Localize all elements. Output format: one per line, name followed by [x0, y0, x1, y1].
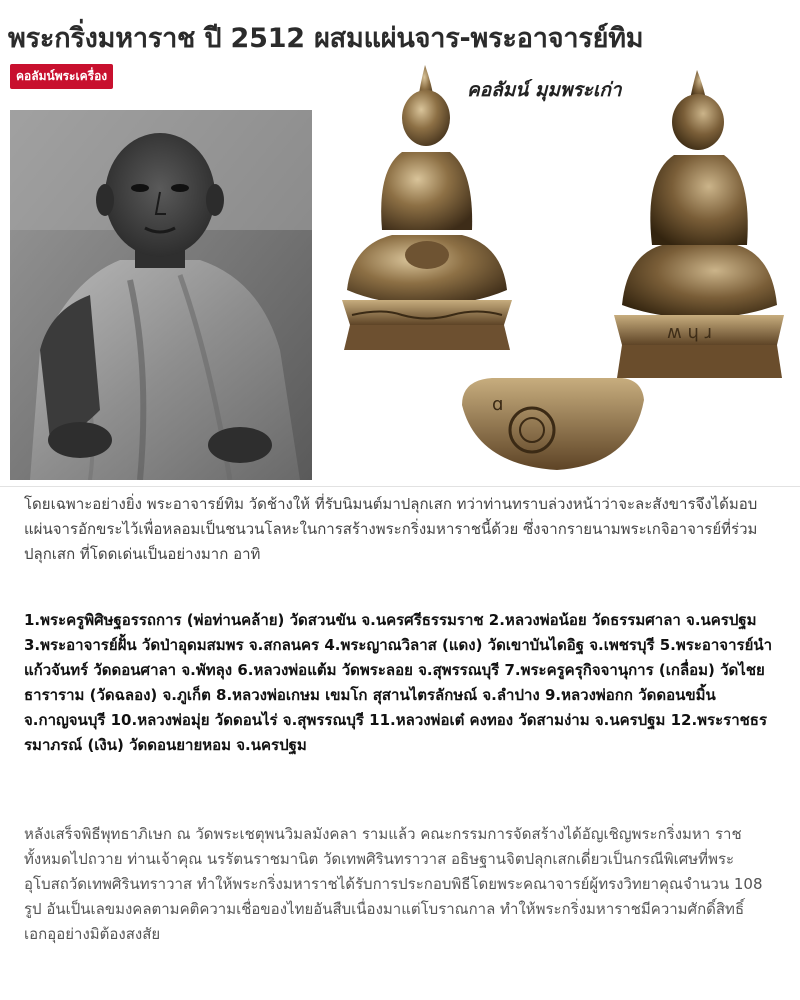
- intro-paragraph: [24, 492, 776, 567]
- buddha-amulet-back-icon: [614, 70, 784, 378]
- closing-paragraph: [24, 822, 776, 947]
- amulet-images: [322, 60, 792, 480]
- amulet-collage-icon: [322, 60, 792, 480]
- svg-text:ɑ: ɑ: [492, 394, 504, 415]
- svg-text:ʍ ɥ ɹ: ʍ ɥ ɹ: [667, 322, 713, 343]
- article-headline: พระกริ่งมหาราช ปี 2512 ผสมแผ่นจาร-พระอาจารย์ทิม: [8, 23, 644, 54]
- monk-list-text: 1.พระครูพิศิษฐอรรถการ (พ่อท่านคล้าย) วัดสวนขัน จ.นครศรีธรรมราช 2.หลวงพ่อน้อย วัดธรรมศาลา จ.นครปฐม 3.พระอาจารย์ฝั้น วัดป่าอุดมสมพร จ.สกลนคร 4.พระญาณวิลาส (แดง) วัดเขาบันไดอิฐ จ.เพชรบุรี 5.พระอาจารย์นำ แก้วจันทร์ วัดดอนศาลา จ.พัทลุง 6.หลวงพ่อแต้ม วัดพระลอย จ.สุพรรณบุรี 7.พระครูครุกิจจานุการ (เกลื่อม) วัดไชยธาราราม (วัดฉลอง) จ.ภูเก็ต 8.หลวงพ่อเกษม เขมโก สุสานไตรลักษณ์ จ.ลำปาง 9.หลวงพ่อกก วัดดอนขมิ้น จ.กาญจนบุรี 10.หลวงพ่อมุ่ย วัดดอนไร่ จ.สุพรรณบุรี 11.หลวงพ่อเต๋ คงทอง วัดสามง่าม จ.นครปฐม 12.พระราชธรรมาภรณ์ (เงิน) วัดดอนยายหอม จ.นครปฐม: [24, 611, 773, 754]
- buddha-amulet-front-icon: [342, 65, 512, 350]
- intro-text: โดยเฉพาะอย่างยิ่ง พระอาจารย์ทิม วัดช้างให้ ที่รับนิมนต์มาปลุกเสก ทว่าท่านทราบล่วงหน้าว่าจะละสังขารจึงได้มอบแผ่นจารอักขระไว้เพื่อหลอมเป็นชนวนโลหะในการสร้างพระกริ่งมหาราชนี้ด้วย ซึ่งจากรายนามพระเกจิอาจารย์ที่ร่วมปลุกเสก ที่โดดเด่นเป็นอย่างมาก อาทิ: [24, 495, 758, 563]
- amulet-base-stamp-icon: [462, 378, 644, 470]
- monk-list-paragraph: [24, 608, 776, 758]
- column-label: คอลัมน์ มุมพระเก่า: [467, 79, 622, 101]
- closing-text: หลังเสร็จพิธีพุทธาภิเษก ณ วัดพระเชตุพนวิมลมังคลา รามแล้ว คณะกรรมการจัดสร้างได้อัญเชิญพระกริ่งมหา ราชทั้งหมดไปถวาย ท่านเจ้าคุณ นรรัตนราชมานิต วัดเทพศิรินทราวาส อธิษฐานจิตปลุกเสกเดี่ยวเป็นกรณีพิเศษที่พระอุโบสถวัดเทพศิรินทราวาส ทำให้พระกริ่งมหาราชได้รับการประกอบพิธีโดยพระคณาจารย์ผู้ทรงวิทยาคุณจำนวน 108 รูป อันเป็นเลขมงคลตามคติความเชื่อของไทยอันสืบเนื่องมาแต่โบราณกาล ทำให้พระกริ่งมหาราชมีความศักดิ์สิทธิ์เอกอุอย่างมิต้องสงสัย: [24, 825, 763, 943]
- category-badge[interactable]: คอลัมน์พระเครื่อง: [10, 64, 113, 89]
- divider: [0, 486, 800, 487]
- monk-photo: [10, 110, 312, 480]
- monk-portrait-photo-icon: [10, 110, 312, 480]
